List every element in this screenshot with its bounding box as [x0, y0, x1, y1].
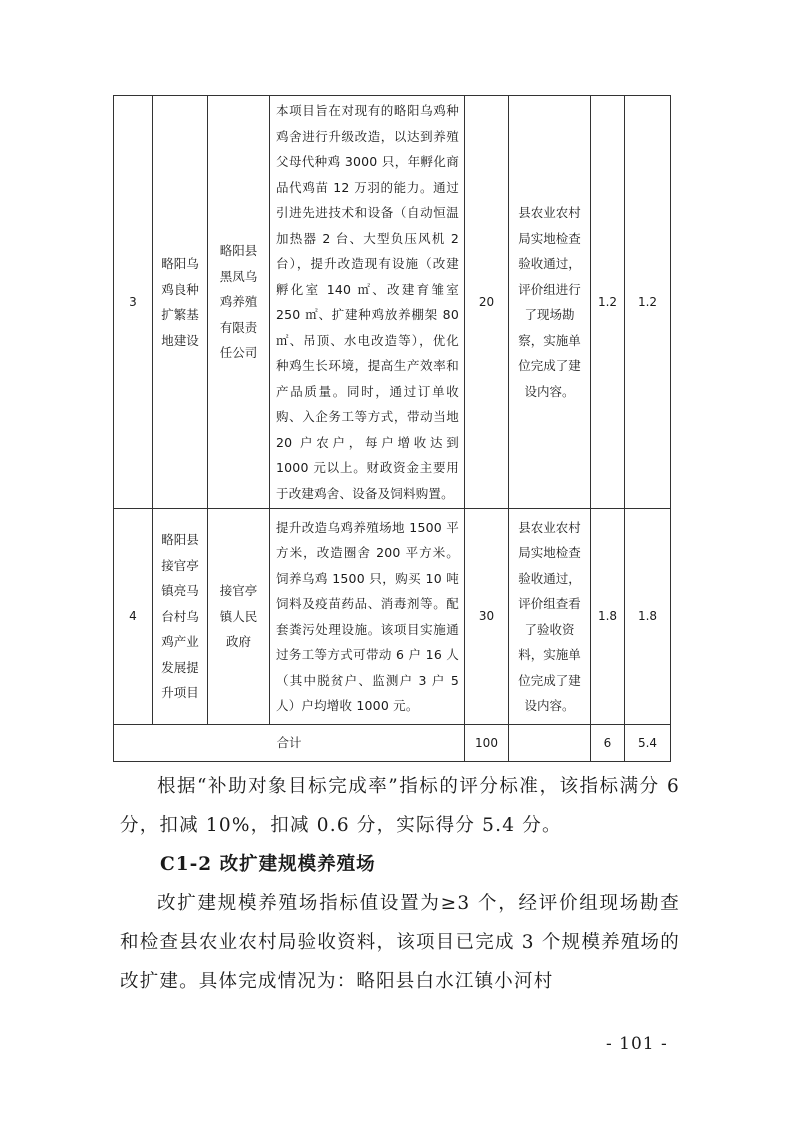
row-index: 3 [114, 96, 153, 509]
actual-score: 1.8 [625, 509, 671, 725]
full-score: 1.2 [591, 96, 625, 509]
section-heading: C1-2 改扩建规模养殖场 [160, 854, 376, 875]
project-name: 略阳乌鸡良种扩繁基地建设 [153, 96, 208, 509]
project-content: 本项目旨在对现有的略阳乌鸡种鸡舍进行升级改造，以达到养殖父母代种鸡 3000 只，年孵化商品代鸡苗 12 万羽的能力。通过引进先进技术和设备（自动恒温加热器 2 台、大型负压风机 2 台），提升改造现有设施（改建孵化室 140 ㎡、改建育雏室 250 ㎡、扩建种鸡放养棚架 80 ㎡、吊顶、水电改造等），优化种鸡生长环境，提高生产效率和产品质量。同时，通过订单收购、入企务工等方式，带动当地 20 户农户，每户增收达到 1000 元以上。财政资金主要用于改建鸡舍、设备及饲料购置。 [270, 96, 465, 509]
evaluation-table [113, 95, 671, 762]
verification-status: 县农业农村局实地检查验收通过，评价组查看了验收资料，实施单位完成了建设内容。 [509, 509, 591, 725]
total-label: 合计 [114, 725, 465, 762]
total-row [114, 725, 671, 762]
total-full-score: 6 [591, 725, 625, 762]
implementing-unit: 略阳县黑凤乌鸡养殖有限责任公司 [208, 96, 270, 509]
table-row [114, 96, 671, 509]
actual-score: 1.2 [625, 96, 671, 509]
score-explanation-paragraph: 根据“补助对象目标完成率”指标的评分标准，该指标满分 6 分，扣减 10%，扣减 0.6 分，实际得分 5.4 分。 [120, 776, 680, 836]
row-index: 4 [114, 509, 153, 725]
page-number: - 101 - [606, 1034, 668, 1054]
total-actual-score: 5.4 [625, 725, 671, 762]
total-verification [509, 725, 591, 762]
section-body-paragraph: 改扩建规模养殖场指标值设置为≥3 个，经评价组现场勘查和检查县农业农村局验收资料，该项目已完成 3 个规模养殖场的改扩建。具体完成情况为：略阳县白水江镇小河村 [120, 893, 680, 992]
project-name: 略阳县接官亭镇亮马台村乌鸡产业发展提升项目 [153, 509, 208, 725]
funds-amount: 30 [465, 509, 509, 725]
verification-status: 县农业农村局实地检查验收通过，评价组进行了现场勘察，实施单位完成了建设内容。 [509, 96, 591, 509]
implementing-unit: 接官亭镇人民政府 [208, 509, 270, 725]
funds-amount: 20 [465, 96, 509, 509]
table-row [114, 509, 671, 725]
full-score: 1.8 [591, 509, 625, 725]
total-funds: 100 [465, 725, 509, 762]
project-content: 提升改造乌鸡养殖场地 1500 平方米，改造圈舍 200 平方米。饲养乌鸡 1500 只，购买 10 吨饲料及疫苗药品、消毒剂等。配套粪污处理设施。该项目实施通过务工等方式可带动 6 户 16 人（其中脱贫户、监测户 3 户 5 人）户均增收 1000 元。 [270, 509, 465, 725]
